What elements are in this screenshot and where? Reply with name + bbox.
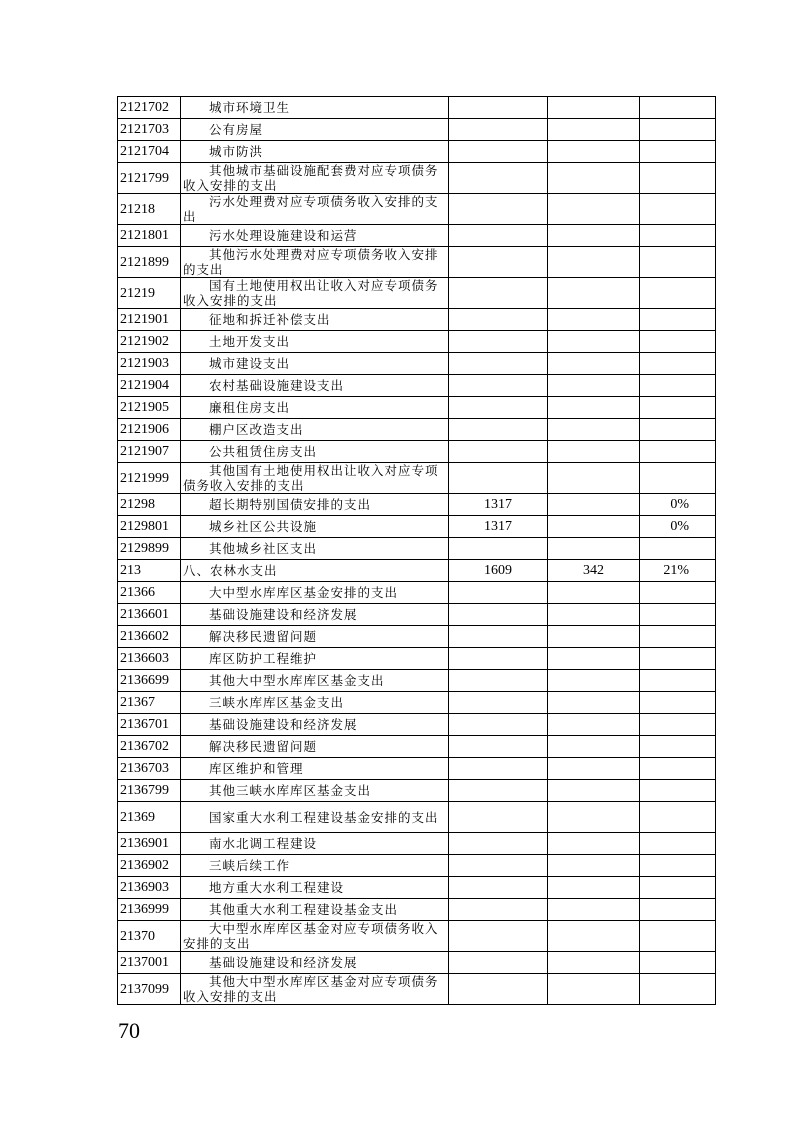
subject-name-cell: 其他污水处理费对应专项债务收入安排的支出: [181, 247, 449, 278]
amount-cell: 1609: [449, 560, 548, 582]
amount-cell-2: [548, 692, 640, 714]
subject-code-cell: 2121704: [118, 141, 181, 163]
subject-name-cell: 基础设施建设和经济发展: [181, 714, 449, 736]
percentage-cell: [640, 626, 716, 648]
amount-cell-2: [548, 670, 640, 692]
percentage-cell: [640, 648, 716, 670]
subject-code-cell: 2136901: [118, 833, 181, 855]
table-row: [118, 921, 716, 952]
subject-code-cell: 2136602: [118, 626, 181, 648]
subject-code-cell: 2121703: [118, 119, 181, 141]
amount-cell: [449, 802, 548, 833]
subject-name-cell: 基础设施建设和经济发展: [181, 604, 449, 626]
subject-code-cell: 21298: [118, 494, 181, 516]
amount-cell-2: [548, 736, 640, 758]
subject-code-cell: 2121801: [118, 225, 181, 247]
amount-cell-2: [548, 758, 640, 780]
table-row: [118, 225, 716, 247]
amount-cell: [449, 877, 548, 899]
subject-name-cell: 城市建设支出: [181, 353, 449, 375]
percentage-cell: [640, 397, 716, 419]
subject-code-cell: 2136703: [118, 758, 181, 780]
percentage-cell: [640, 877, 716, 899]
amount-cell: [449, 582, 548, 604]
percentage-cell: [640, 855, 716, 877]
subject-code-cell: 2136702: [118, 736, 181, 758]
amount-cell: [449, 463, 548, 494]
subject-code-cell: 21369: [118, 802, 181, 833]
amount-cell: [449, 375, 548, 397]
amount-cell: [449, 626, 548, 648]
percentage-cell: [640, 331, 716, 353]
subject-code-cell: 2136601: [118, 604, 181, 626]
amount-cell: [449, 225, 548, 247]
table-row: [118, 780, 716, 802]
subject-name-cell: 其他大中型水库库区基金对应专项债务收入安排的支出: [181, 974, 449, 1005]
subject-code-cell: 2121907: [118, 441, 181, 463]
amount-cell-2: [548, 225, 640, 247]
subject-code-cell: 21219: [118, 278, 181, 309]
subject-name-cell: 大中型水库库区基金安排的支出: [181, 582, 449, 604]
table-row: [118, 441, 716, 463]
amount-cell: [449, 736, 548, 758]
subject-name-cell: 其他国有土地使用权出让收入对应专项债务收入安排的支出: [181, 463, 449, 494]
amount-cell: [449, 952, 548, 974]
subject-code-cell: 21370: [118, 921, 181, 952]
subject-code-cell: 2121905: [118, 397, 181, 419]
table-row: [118, 97, 716, 119]
subject-code-cell: 2136701: [118, 714, 181, 736]
subject-code-cell: 2136999: [118, 899, 181, 921]
subject-name-cell: 基础设施建设和经济发展: [181, 952, 449, 974]
amount-cell: [449, 278, 548, 309]
budget-expenditure-table: [117, 96, 716, 1005]
subject-name-cell: 南水北调工程建设: [181, 833, 449, 855]
amount-cell: [449, 441, 548, 463]
percentage-cell: [640, 419, 716, 441]
subject-name-cell: 解决移民遗留问题: [181, 626, 449, 648]
subject-code-cell: 2129801: [118, 516, 181, 538]
amount-cell-2: [548, 899, 640, 921]
table-row: [118, 194, 716, 225]
table-body: [118, 97, 716, 1005]
subject-code-cell: 2136799: [118, 780, 181, 802]
percentage-cell: [640, 802, 716, 833]
subject-code-cell: 213: [118, 560, 181, 582]
table-row: [118, 604, 716, 626]
amount-cell: [449, 780, 548, 802]
percentage-cell: [640, 952, 716, 974]
table-row: [118, 463, 716, 494]
subject-name-cell: 库区防护工程维护: [181, 648, 449, 670]
amount-cell: [449, 194, 548, 225]
amount-cell-2: [548, 780, 640, 802]
subject-name-cell: 八、农林水支出: [181, 560, 449, 582]
amount-cell-2: 342: [548, 560, 640, 582]
amount-cell: [449, 921, 548, 952]
subject-code-cell: 2121702: [118, 97, 181, 119]
subject-name-cell: 公有房屋: [181, 119, 449, 141]
amount-cell: [449, 419, 548, 441]
table-row: [118, 331, 716, 353]
subject-code-cell: 2136603: [118, 648, 181, 670]
table-row: [118, 247, 716, 278]
table-row: [118, 736, 716, 758]
amount-cell: [449, 714, 548, 736]
subject-name-cell: 其他城乡社区支出: [181, 538, 449, 560]
amount-cell: [449, 247, 548, 278]
percentage-cell: [640, 225, 716, 247]
amount-cell-2: [548, 855, 640, 877]
table-row: [118, 309, 716, 331]
table-row: [118, 692, 716, 714]
amount-cell: [449, 974, 548, 1005]
subject-code-cell: 2121999: [118, 463, 181, 494]
amount-cell-2: [548, 463, 640, 494]
subject-code-cell: 2136903: [118, 877, 181, 899]
amount-cell: [449, 538, 548, 560]
percentage-cell: [640, 538, 716, 560]
amount-cell: [449, 353, 548, 375]
subject-name-cell: 地方重大水利工程建设: [181, 877, 449, 899]
table-row: [118, 626, 716, 648]
amount-cell-2: [548, 604, 640, 626]
amount-cell-2: [548, 141, 640, 163]
subject-code-cell: 2121799: [118, 163, 181, 194]
subject-name-cell: 土地开发支出: [181, 331, 449, 353]
amount-cell-2: [548, 494, 640, 516]
subject-name-cell: 征地和拆迁补偿支出: [181, 309, 449, 331]
table-row: [118, 648, 716, 670]
amount-cell-2: [548, 802, 640, 833]
percentage-cell: [640, 463, 716, 494]
subject-name-cell: 其他大中型水库库区基金支出: [181, 670, 449, 692]
table-row: [118, 952, 716, 974]
amount-cell: [449, 833, 548, 855]
subject-name-cell: 其他重大水利工程建设基金支出: [181, 899, 449, 921]
table-row: [118, 397, 716, 419]
subject-name-cell: 棚户区改造支出: [181, 419, 449, 441]
percentage-cell: 21%: [640, 560, 716, 582]
amount-cell: [449, 331, 548, 353]
percentage-cell: [640, 714, 716, 736]
amount-cell-2: [548, 921, 640, 952]
amount-cell-2: [548, 419, 640, 441]
amount-cell: [449, 309, 548, 331]
subject-name-cell: 城乡社区公共设施: [181, 516, 449, 538]
amount-cell-2: [548, 397, 640, 419]
subject-name-cell: 库区维护和管理: [181, 758, 449, 780]
subject-code-cell: 2121901: [118, 309, 181, 331]
amount-cell-2: [548, 538, 640, 560]
amount-cell-2: [548, 194, 640, 225]
table-row: [118, 163, 716, 194]
subject-code-cell: 2121899: [118, 247, 181, 278]
percentage-cell: [640, 119, 716, 141]
table-row: [118, 419, 716, 441]
percentage-cell: [640, 899, 716, 921]
table-row: [118, 582, 716, 604]
subject-code-cell: 2121903: [118, 353, 181, 375]
subject-name-cell: 超长期特别国债安排的支出: [181, 494, 449, 516]
amount-cell-2: [548, 833, 640, 855]
subject-code-cell: 2121906: [118, 419, 181, 441]
subject-name-cell: 农村基础设施建设支出: [181, 375, 449, 397]
table-row: [118, 877, 716, 899]
table-row: [118, 833, 716, 855]
subject-name-cell: 三峡后续工作: [181, 855, 449, 877]
subject-code-cell: 2137099: [118, 974, 181, 1005]
amount-cell-2: [548, 331, 640, 353]
percentage-cell: [640, 141, 716, 163]
subject-name-cell: 污水处理设施建设和运营: [181, 225, 449, 247]
subject-name-cell: 廉租住房支出: [181, 397, 449, 419]
amount-cell-2: [548, 309, 640, 331]
subject-name-cell: 解决移民遗留问题: [181, 736, 449, 758]
subject-code-cell: 2136902: [118, 855, 181, 877]
percentage-cell: [640, 247, 716, 278]
table-row: [118, 714, 716, 736]
percentage-cell: [640, 921, 716, 952]
subject-code-cell: 2137001: [118, 952, 181, 974]
table-row: [118, 855, 716, 877]
percentage-cell: [640, 309, 716, 331]
amount-cell: [449, 141, 548, 163]
amount-cell: [449, 648, 548, 670]
table-row: [118, 560, 716, 582]
table-row: [118, 494, 716, 516]
table-row: [118, 974, 716, 1005]
subject-name-cell: 三峡水库库区基金支出: [181, 692, 449, 714]
amount-cell: [449, 119, 548, 141]
subject-code-cell: 2121902: [118, 331, 181, 353]
amount-cell-2: [548, 119, 640, 141]
amount-cell-2: [548, 952, 640, 974]
percentage-cell: 0%: [640, 516, 716, 538]
amount-cell-2: [548, 441, 640, 463]
percentage-cell: [640, 692, 716, 714]
table-row: [118, 516, 716, 538]
table-row: [118, 375, 716, 397]
amount-cell: [449, 899, 548, 921]
amount-cell-2: [548, 582, 640, 604]
percentage-cell: [640, 582, 716, 604]
amount-cell-2: [548, 353, 640, 375]
table-row: [118, 802, 716, 833]
amount-cell: [449, 758, 548, 780]
subject-name-cell: 城市防洪: [181, 141, 449, 163]
amount-cell-2: [548, 877, 640, 899]
amount-cell: [449, 163, 548, 194]
subject-name-cell: 其他三峡水库库区基金支出: [181, 780, 449, 802]
percentage-cell: [640, 441, 716, 463]
subject-name-cell: 国家重大水利工程建设基金安排的支出: [181, 802, 449, 833]
subject-code-cell: 2121904: [118, 375, 181, 397]
subject-code-cell: 21218: [118, 194, 181, 225]
subject-code-cell: 2129899: [118, 538, 181, 560]
amount-cell-2: [548, 247, 640, 278]
amount-cell: [449, 855, 548, 877]
subject-code-cell: 21367: [118, 692, 181, 714]
subject-name-cell: 城市环境卫生: [181, 97, 449, 119]
percentage-cell: [640, 670, 716, 692]
page-number: 70: [118, 1018, 140, 1043]
percentage-cell: 0%: [640, 494, 716, 516]
percentage-cell: [640, 353, 716, 375]
amount-cell-2: [548, 97, 640, 119]
percentage-cell: [640, 194, 716, 225]
amount-cell-2: [548, 626, 640, 648]
subject-name-cell: 污水处理费对应专项债务收入安排的支出: [181, 194, 449, 225]
table-row: [118, 119, 716, 141]
amount-cell: [449, 670, 548, 692]
subject-name-cell: 公共租赁住房支出: [181, 441, 449, 463]
percentage-cell: [640, 375, 716, 397]
subject-name-cell: 国有土地使用权出让收入对应专项债务收入安排的支出: [181, 278, 449, 309]
amount-cell-2: [548, 714, 640, 736]
amount-cell-2: [548, 974, 640, 1005]
amount-cell-2: [548, 648, 640, 670]
table-row: [118, 670, 716, 692]
percentage-cell: [640, 278, 716, 309]
table-row: [118, 278, 716, 309]
amount-cell-2: [548, 278, 640, 309]
subject-code-cell: 21366: [118, 582, 181, 604]
table-row: [118, 899, 716, 921]
percentage-cell: [640, 604, 716, 626]
percentage-cell: [640, 736, 716, 758]
subject-name-cell: 其他城市基础设施配套费对应专项债务收入安排的支出: [181, 163, 449, 194]
percentage-cell: [640, 97, 716, 119]
table-row: [118, 141, 716, 163]
table-row: [118, 353, 716, 375]
amount-cell-2: [548, 163, 640, 194]
amount-cell: [449, 692, 548, 714]
table-row: [118, 758, 716, 780]
amount-cell: [449, 604, 548, 626]
table-row: [118, 538, 716, 560]
percentage-cell: [640, 833, 716, 855]
percentage-cell: [640, 758, 716, 780]
amount-cell-2: [548, 516, 640, 538]
amount-cell: 1317: [449, 494, 548, 516]
amount-cell: [449, 397, 548, 419]
amount-cell: [449, 97, 548, 119]
amount-cell-2: [548, 375, 640, 397]
percentage-cell: [640, 163, 716, 194]
percentage-cell: [640, 780, 716, 802]
percentage-cell: [640, 974, 716, 1005]
subject-code-cell: 2136699: [118, 670, 181, 692]
subject-name-cell: 大中型水库库区基金对应专项债务收入安排的支出: [181, 921, 449, 952]
amount-cell: 1317: [449, 516, 548, 538]
